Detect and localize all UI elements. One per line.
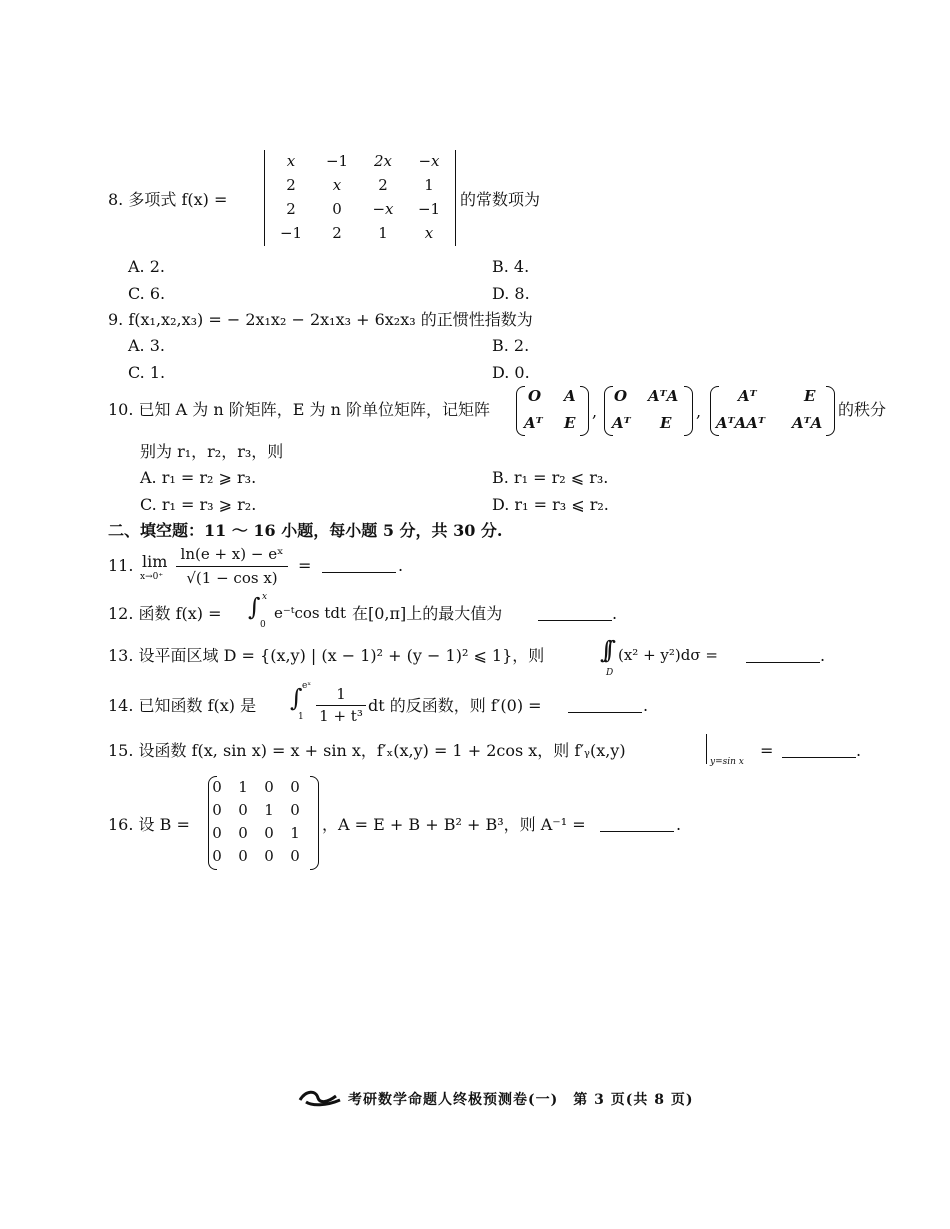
q8-det-entry-2-2: x	[332, 176, 342, 194]
q16-matrix-entry-3-1: 0	[212, 824, 222, 842]
q10-m1-22: E	[564, 414, 576, 432]
q11-numerator: ln(e + x) − eˣ	[180, 545, 284, 563]
q11-denominator: √(1 − cos x)	[186, 569, 278, 587]
q16-matrix-entry-4-1: 0	[212, 847, 222, 865]
q14-upper-limit: eˣ	[302, 681, 312, 691]
q16-matrix-entry-3-3: 0	[264, 824, 274, 842]
q10-m2-22: E	[660, 414, 672, 432]
q10-option-d: D. r₁ = r₃ ⩽ r₂.	[492, 495, 609, 514]
q16-period: .	[676, 815, 682, 834]
q11-answer-blank[interactable]	[322, 558, 396, 573]
q13-answer-blank[interactable]	[746, 648, 820, 663]
q10-suffix: 的秩分	[838, 400, 887, 419]
q11-lim: lim	[142, 552, 168, 571]
q15-period: .	[856, 741, 862, 760]
q14-lower-limit: 1	[298, 712, 304, 722]
q16-answer-blank[interactable]	[600, 817, 674, 832]
q10-m2-12: AᵀA	[648, 387, 679, 405]
q14-period: .	[643, 696, 649, 715]
q8-det-entry-4-3: 1	[378, 224, 388, 242]
q16-matrix-entry-2-1: 0	[212, 801, 222, 819]
q15-eval-subscript: y=sin x	[710, 757, 744, 767]
q10-m3-21: AᵀAAᵀ	[716, 414, 765, 432]
q8-det-entry-1-3: 2x	[373, 152, 392, 170]
q16-prefix: 16. 设 B =	[108, 815, 190, 834]
q10-m3-22: AᵀA	[792, 414, 823, 432]
q11-fraction-bar	[176, 566, 288, 567]
q16-matrix-entry-3-2: 0	[238, 824, 248, 842]
q15-text-a: 15. 设函数 f(x, sin x) = x + sin x，f′ₓ(x,y) = 1 + 2cos x，则 f′ᵧ(x,y)	[108, 741, 626, 760]
q10-m2-right-paren	[684, 386, 693, 436]
q8-det-entry-3-3: −x	[372, 200, 394, 218]
q15-answer-blank[interactable]	[782, 743, 856, 758]
q9-option-b: B. 2.	[492, 336, 530, 355]
q12-answer-blank[interactable]	[538, 606, 612, 621]
q8-det-entry-1-1: x	[286, 152, 296, 170]
q8-option-b: B. 4.	[492, 257, 530, 276]
q12-text-b: 在[0,π]上的最大值为	[352, 604, 503, 623]
page-footer: 考研数学命题人终极预测卷(一) 第 3 页(共 8 页)	[348, 1092, 694, 1108]
q8-det-entry-2-3: 2	[378, 176, 388, 194]
q8-det-entry-4-4: x	[424, 224, 434, 242]
q11-period: .	[398, 556, 404, 575]
q10-option-b: B. r₁ = r₂ ⩽ r₃.	[492, 468, 609, 487]
q13-double-integral-sign: ∫∫	[600, 636, 608, 664]
q10-m3-11: Aᵀ	[738, 387, 757, 405]
q13-text-b: (x² + y²)dσ =	[618, 646, 718, 664]
q10-comma-2: ,	[696, 402, 702, 421]
q16-matrix-entry-3-4: 1	[290, 824, 300, 842]
q16-matrix-entry-4-4: 0	[290, 847, 300, 865]
q14-text-b: dt 的反函数，则 f′(0) =	[368, 696, 542, 715]
publisher-logo-icon	[296, 1088, 344, 1108]
q16-matrix-entry-4-2: 0	[238, 847, 248, 865]
q12-period: .	[612, 604, 618, 623]
q9-option-c: C. 1.	[128, 363, 166, 382]
q13-period: .	[820, 646, 826, 665]
q15-equals: =	[760, 741, 774, 760]
q8-det-entry-4-2: 2	[332, 224, 342, 242]
q8-prefix: 8. 多项式 f(x) =	[108, 190, 228, 209]
q8-det-entry-3-1: 2	[286, 200, 296, 218]
q14-integral-sign: ∫	[290, 684, 303, 712]
q8-det-entry-3-4: −1	[417, 200, 441, 218]
q9-option-a: A. 3.	[128, 336, 165, 355]
q12-integrand: e⁻ᵗcos tdt	[274, 604, 347, 622]
q13-region: D	[606, 668, 614, 678]
q8-option-a: A. 2.	[128, 257, 165, 276]
q16-matrix-entry-1-1: 0	[212, 778, 222, 796]
q16-suffix: ，A = E + B + B² + B³，则 A⁻¹ =	[322, 815, 586, 834]
q16-matrix-entry-1-4: 0	[290, 778, 300, 796]
q14-answer-blank[interactable]	[568, 698, 642, 713]
q15-eval-bar	[706, 734, 707, 764]
q8-determinant-entries	[268, 150, 454, 246]
q16-matrix-entry-2-4: 0	[290, 801, 300, 819]
q11-number: 11.	[108, 556, 134, 575]
q16-matrix-entry-4-3: 0	[264, 847, 274, 865]
q10-m2-21: Aᵀ	[612, 414, 631, 432]
q11-equals: =	[298, 556, 312, 575]
q8-det-entry-1-2: −1	[325, 152, 349, 170]
q14-numerator: 1	[336, 685, 346, 703]
q12-integral-sign: ∫	[248, 593, 261, 621]
q8-suffix: 的常数项为	[460, 190, 541, 209]
q10-m1-21: Aᵀ	[524, 414, 543, 432]
q13-text-a: 13. 设平面区域 D = {(x,y) | (x − 1)² + (y − 1)² ⩽ 1}，则	[108, 646, 545, 665]
q16-matrix-entry-1-3: 0	[264, 778, 274, 796]
q12-lower-limit: 0	[260, 620, 266, 630]
q10-m1-12: A	[564, 387, 576, 405]
q10-option-a: A. r₁ = r₂ ⩾ r₃.	[140, 468, 257, 487]
q9-text: 9. f(x₁,x₂,x₃) = − 2x₁x₂ − 2x₁x₃ + 6x₂x₃ 的正惯性指数为	[108, 310, 533, 329]
q11-lim-sub: x→0⁺	[140, 572, 164, 582]
q14-denominator: 1 + t³	[319, 707, 363, 725]
q10-m2-11: O	[614, 387, 628, 405]
q16-matrix-entry-2-2: 0	[238, 801, 248, 819]
q10-option-c: C. r₁ = r₃ ⩾ r₂.	[140, 495, 257, 514]
q10-line2: 别为 r₁，r₂，r₃，则	[140, 442, 284, 461]
q8-det-entry-3-2: 0	[332, 200, 342, 218]
q8-det-entry-2-4: 1	[424, 176, 434, 194]
q10-m3-12: E	[804, 387, 816, 405]
q14-text-a: 14. 已知函数 f(x) 是	[108, 696, 257, 715]
q14-fraction-bar	[316, 705, 366, 706]
q10-m3-right-paren	[826, 386, 835, 436]
section-heading: 二、填空题：11 ～ 16 小题，每小题 5 分，共 30 分.	[108, 521, 503, 540]
q12-text-a: 12. 函数 f(x) =	[108, 604, 222, 623]
q10-prefix: 10. 已知 A 为 n 阶矩阵，E 为 n 阶单位矩阵，记矩阵	[108, 400, 490, 419]
q16-matrix-entry-2-3: 1	[264, 801, 274, 819]
q9-option-d: D. 0.	[492, 363, 530, 382]
q10-comma-1: ,	[592, 402, 598, 421]
q16-matrix-entries	[204, 776, 324, 868]
q10-m1-right-paren	[580, 386, 589, 436]
q8-det-entry-4-1: −1	[279, 224, 303, 242]
q8-option-d: D. 8.	[492, 284, 530, 303]
q8-option-c: C. 6.	[128, 284, 166, 303]
q16-matrix-entry-1-2: 1	[238, 778, 248, 796]
q12-upper-limit: x	[262, 592, 268, 602]
q10-m1-11: O	[528, 387, 542, 405]
q8-det-entry-2-1: 2	[286, 176, 296, 194]
q8-det-entry-1-4: −x	[418, 152, 440, 170]
